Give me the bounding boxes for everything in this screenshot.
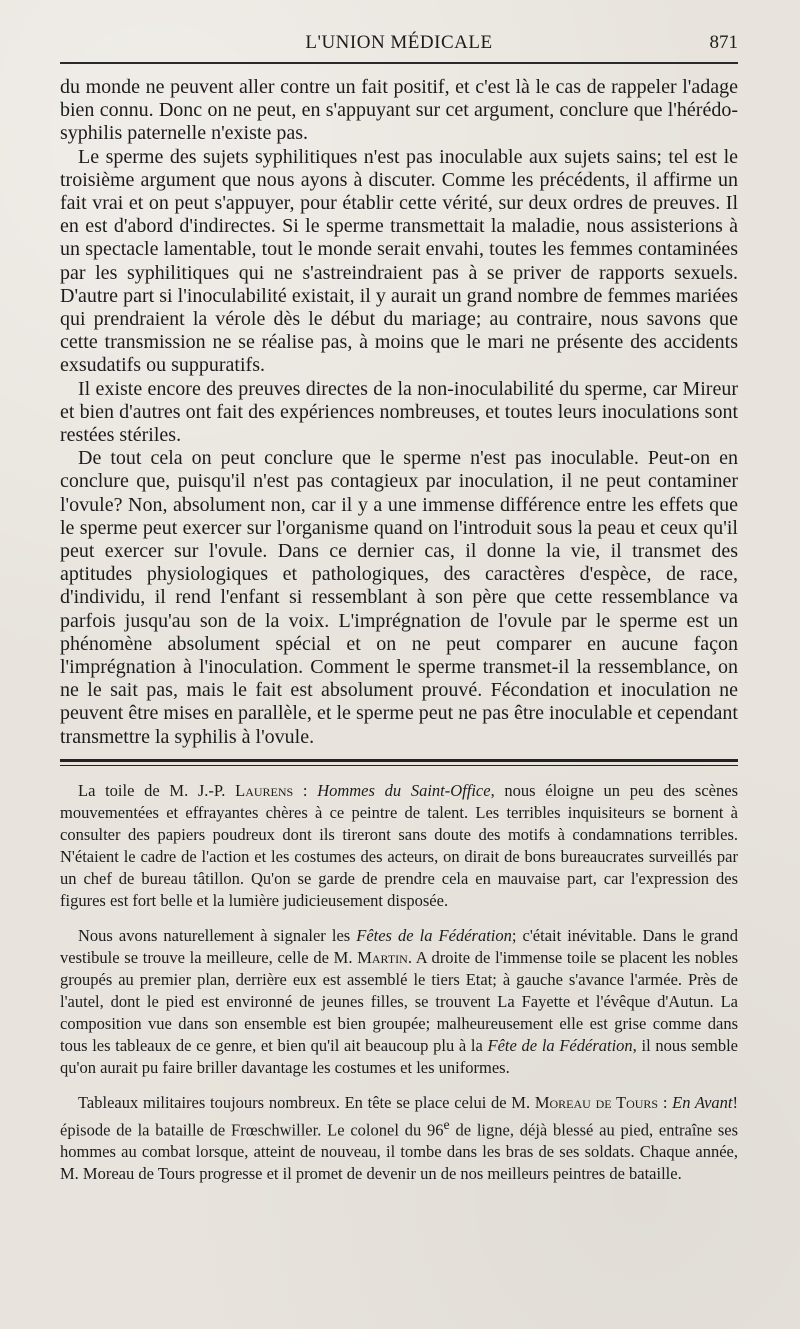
text-segment: , il nous semble qu'on aurait pu faire briller davantage les costumes et les uniformes.	[60, 1035, 738, 1077]
page-number: 871	[709, 32, 738, 53]
text-segment: Nous avons naturellement à signaler les	[78, 925, 357, 945]
paragraph-3: Il existe encore des preuves directes de la non-inoculabilité du sperme, car Mireur et bien d'autres ont fait des expériences nombreuses, et toutes leurs inoculations sont restées stériles.	[60, 377, 738, 447]
feuilleton-paragraph-1	[60, 780, 738, 912]
text-segment: ; c'était inévitable. Dans le grand vestibule se trouve la meilleure, celle de M.	[60, 925, 738, 967]
text-segment: ! épisode de la bataille de Frœschwiller. Le colonel du 96	[60, 1092, 739, 1140]
painter-name: Moreau de Tours	[534, 1092, 659, 1112]
main-article	[60, 76, 738, 749]
feuilleton-section	[60, 780, 738, 1186]
text-segment: . A droite de l'immense toile se placent les nobles groupés au premier plan, derrière eux est assemblé le tiers Etat; à gauche s'avance l'armée. Près de l'autel, dont le pied est environné de jeunes filles, se trouvent La Fayette et l'évêque d'Autun. La composition vue dans son ensemble est bien groupée; malheureusement elle est grise comme dans tous les tableaux de ce genre, et bien qu'il ait beaucoup plu à la	[60, 947, 739, 1055]
painter-name: Martin	[357, 947, 408, 967]
ordinal-superscript: e	[443, 1116, 450, 1132]
header-rule	[60, 62, 738, 64]
text-segment: Tableaux militaires toujours nombreux. En tête se place celui de M.	[78, 1092, 535, 1112]
running-title: L'UNION MÉDICALE	[305, 32, 493, 53]
feuilleton-divider	[60, 759, 738, 766]
paragraph-1: du monde ne peuvent aller contre un fait positif, et c'est là le cas de rappeler l'adage bien connu. Donc on ne peut, en s'appuyant sur cet argument, conclure que l'hérédo-syphilis paternelle n'existe pas.	[60, 76, 738, 145]
paragraph-2: Le sperme des sujets syphilitiques n'est pas inoculable aux sujets sains; tel est le troisième argument que nous ayons à discuter. Comme les précédents, il affirme un fait vrai et on peut s'appuyer, pour établir cette vérité, sur deux ordres de preuves. Il en est d'abord d'indirectes. Si le sperme transmettait la maladie, nous assisterions à un spectacle lamentable, tout le monde serait envahi, toutes les femmes contaminées par les syphilitiques qui ne s'astreindraient pas à se priver de rapports sexuels. D'autre part si l'inoculabilité existait, il y aurait un grand nombre de femmes mariées qui prendraient la vérole dès le début du mariage; au contraire, nous savons que cette transmission ne se réalise pas, à moins que le mari ne présente des accidents exsudatifs ou suppuratifs.	[60, 145, 738, 377]
painter-name: Laurens	[235, 780, 294, 800]
artwork-title: Fête de la Fédération	[487, 1035, 633, 1055]
artwork-title: Hommes du Saint-Office	[317, 780, 491, 800]
text-segment: La toile de M. J.-P.	[78, 780, 236, 800]
page-header	[60, 28, 738, 62]
text-segment: , nous éloigne un peu des scènes mouvementées et effrayantes chères à ce peintre de talent. Les terribles inquisiteurs se bornent à consulter des papiers poudreux dont ils tireront sans doute des motifs à condamnations terribles. N'étaient le cadre de l'action et les costumes des acteurs, on dirait de bons bureaucrates surveillés par un chef de bureau tâtillon. Qu'on se garde de prendre cela en mauvaise part, car l'expression des figures est fort belle et la lumière judicieusement disposée.	[60, 780, 738, 910]
feuilleton-paragraph-3	[60, 1092, 738, 1186]
artwork-title: En Avant	[672, 1092, 733, 1112]
text-segment: :	[658, 1092, 673, 1112]
divider-thin-line	[60, 765, 738, 766]
paragraph-4: De tout cela on peut conclure que le sperme n'est pas inoculable. Peut-on en conclure que, puisqu'il n'est pas contagieux par inoculation, il ne peut contaminer l'ovule? Non, absolument non, car il y a une immense différence entre les effets que le sperme peut exercer sur l'organisme quand on l'introduit sous la peau et ceux qu'il peut exercer sur l'ovule. Dans ce dernier cas, il donne la vie, il transmet des aptitudes physiologiques et pathologiques, des caractères d'espèce, de race, d'individu, il rend l'enfant si ressemblant à son père que cette ressemblance va parfois jusqu'au son de la voix. L'imprégnation de l'ovule par le sperme est un phénomène absolument spécial et on ne peut comparer en aucune façon l'imprégnation à l'inoculation. Comment le sperme transmet-il la ressemblance, on ne le sait pas, mais le fait est absolument prouvé. Fécondation et inoculation ne peuvent être mises en parallèle, et le sperme peut ne pas être inoculable et cependant transmettre la syphilis à l'ovule.	[60, 447, 738, 748]
text-segment: :	[293, 780, 318, 800]
artwork-title: Fêtes de la Fédération	[356, 925, 512, 945]
feuilleton-paragraph-2	[60, 925, 738, 1079]
divider-thick-line	[60, 759, 738, 762]
text-segment: de ligne, déjà blessé au pied, entraîne ses hommes au combat lorsque, atteint de nouveau, il tombe dans les bras de ses soldats. Chaque année, M. Moreau de Tours progresse et il promet de devenir un de nos meilleurs peintres de bataille.	[60, 1120, 738, 1184]
